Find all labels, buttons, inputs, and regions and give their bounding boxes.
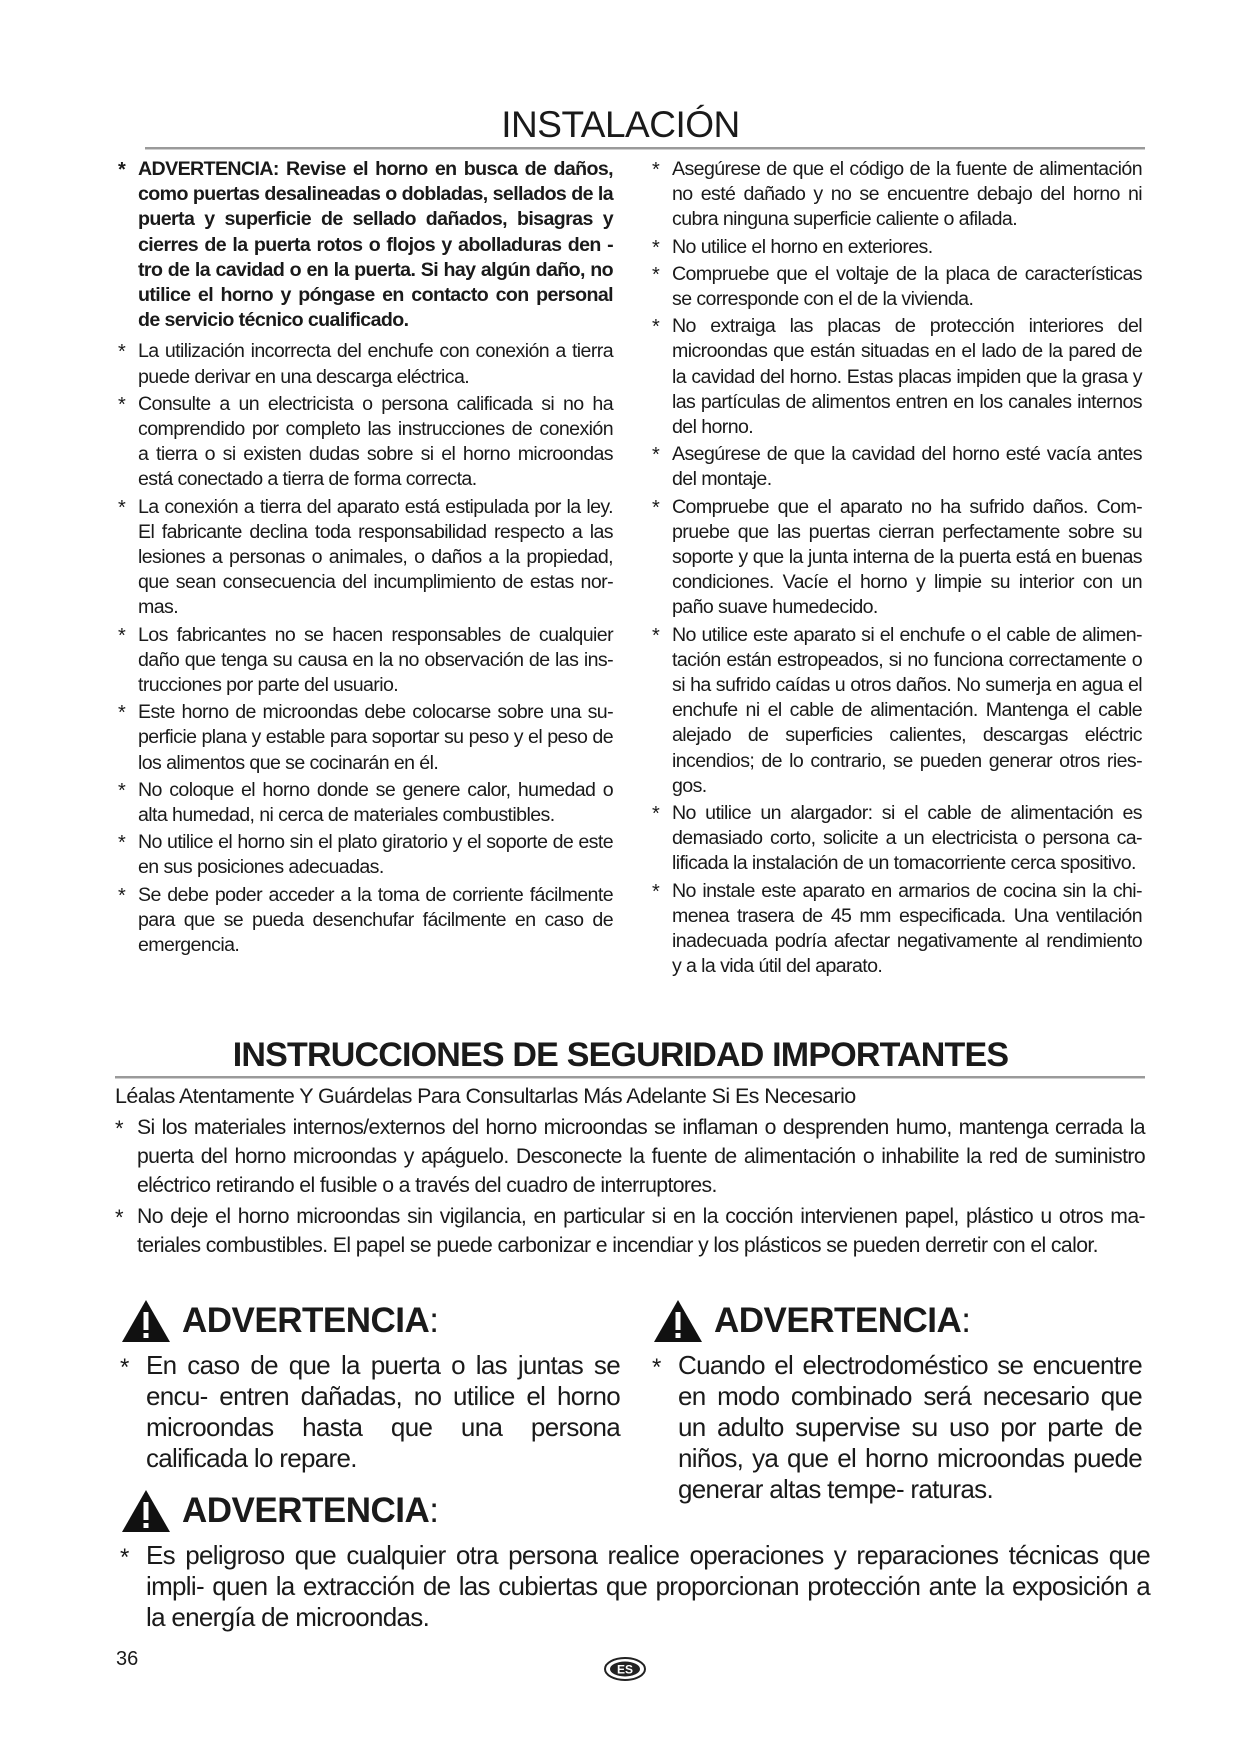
list-item: * Si los materiales internos/externos del horno microondas se inflaman o desprenden humo, mantenga cerrada la puerta del horno microondas y apáguelo. Desconecte la fuente de alimentación o inhabilite la red de suministro eléctrico retirando el fusible o a través del cuadro de interruptores. xyxy=(115,1113,1145,1200)
list-item: * Asegúrese de que la cavidad del horno esté vacía antes del montaje. xyxy=(652,442,1142,492)
language-badge-icon xyxy=(603,1656,647,1682)
language-code: ES xyxy=(616,1662,634,1677)
warning-title: ADVERTENCIA: xyxy=(714,1301,971,1340)
safety-divider xyxy=(115,1076,1145,1079)
list-item: * No utilice el horno en exteriores. xyxy=(652,235,1142,260)
list-item: * La utilización incorrecta del enchufe con conexión a tierra puede derivar en una descarga eléctrica. xyxy=(118,339,613,389)
list-item: * No extraiga las placas de protección interiores del microondas que están situadas en el lado de la pared de la cavidad del horno. Estas placas impiden que la grasa y las partículas de alimentos entren en los canales internos del horno. xyxy=(652,314,1142,440)
list-item: * Los fabricantes no se hacen responsables de cualquier daño que tenga su causa en la no observación de las ins- trucciones por parte del usuario. xyxy=(118,623,613,699)
safety-section xyxy=(115,1084,1145,1262)
warning-triangle-icon xyxy=(652,1298,704,1344)
safety-subtitle: Léalas Atentamente Y Guárdelas Para Consultarlas Más Adelante Si Es Necesario xyxy=(115,1084,856,1108)
warning-title: ADVERTENCIA: xyxy=(182,1301,439,1340)
warning-block xyxy=(652,1298,1142,1507)
warning-text: * En caso de que la puerta o las juntas se encu- entren dañadas, no utilice el horno microondas hasta que una persona calificada lo repare. xyxy=(120,1350,620,1474)
list-item: * No utilice el horno sin el plato giratorio y el soporte de este en sus posiciones adecuadas. xyxy=(118,830,613,880)
list-item: * No coloque el horno donde se genere calor, humedad o alta humedad, ni cerca de materiales combustibles. xyxy=(118,778,613,828)
warning-block xyxy=(120,1298,620,1476)
list-item: * No instale este aparato en armarios de cocina sin la chi- menea trasera de 45 mm especificada. Una ventilación inadecuada podría afectar negativamente al rendimiento y a la vida útil del aparato. xyxy=(652,879,1142,980)
list-item: * ADVERTENCIA: Revise el horno en busca de daños, como puertas desalineadas o dobladas, sellados de la puerta y superficie de sellado dañados, bisagras y cierres de la puerta rotos o flojos y abolladuras den - tro de la cavidad o en la puerta. Si hay algún daño, no utilice el horno y póngase en contacto con personal de servicio técnico cualificado. xyxy=(118,157,613,333)
installation-left-column xyxy=(118,157,613,960)
list-item: * No utilice un alargador: si el cable de alimentación es demasiado corto, solicite a un electricista o persona ca- lificada la instalación de un tomacorriente cerca spositivo. xyxy=(652,801,1142,877)
list-item: * Consulte a un electricista o persona calificada si no ha comprendido por completo las instrucciones de conexión a tierra o si existen dudas sobre si el horno microondas está conectado a tierra de forma correcta. xyxy=(118,392,613,493)
page-number: 36 xyxy=(116,1648,139,1670)
list-item: * No deje el horno microondas sin vigilancia, en particular si en la cocción intervienen papel, plástico u otros ma- teriales combustibles. El papel se puede carbonizar e incendiar y los plásticos se pueden derretir con el calor. xyxy=(115,1202,1145,1260)
warning-triangle-icon xyxy=(120,1298,172,1344)
installation-title: INSTALACIÓN xyxy=(501,104,740,145)
warning-text: * Es peligroso que cualquier otra persona realice operaciones y reparaciones técnicas que impli- quen la extracción de las cubiertas que proporcionan protección ante la exposición a la energía de microondas. xyxy=(120,1540,1150,1633)
list-item: * Compruebe que el aparato no ha sufrido daños. Com- pruebe que las puertas cierran perfectamente sobre su soporte y que la junta interna de la puerta está en buenas condiciones. Vacíe el horno y limpie su interior con un paño suave humedecido. xyxy=(652,495,1142,621)
list-item: * No utilice este aparato si el enchufe o el cable de alimen- tación están estropeados, si no funciona correctamente o si ha sufrido caídas u otros daños. No sumerja en agua el enchufe ni el cable de alimentación. Mantenga el cable alejado de superficies calientes, descargas eléctric incendios; de lo contrario, se pueden generar otros ries- gos. xyxy=(652,623,1142,799)
warning-triangle-icon xyxy=(120,1488,172,1534)
installation-right-column xyxy=(652,157,1142,982)
title-divider xyxy=(145,147,1145,150)
list-item: * Compruebe que el voltaje de la placa de características se corresponde con el de la vivienda. xyxy=(652,262,1142,312)
warning-title: ADVERTENCIA: xyxy=(182,1491,439,1530)
list-item: * La conexión a tierra del aparato está estipulada por la ley. El fabricante declina toda responsabilidad respecto a las lesiones a personas o animales, o daños a la propiedad, que sean consecuencia del incumplimiento de estas nor- mas. xyxy=(118,495,613,621)
warning-text: * Cuando el electrodoméstico se encuentre en modo combinado será necesario que un adulto supervise su uso por parte de niños, ya que el horno microondas puede generar altas tempe- raturas. xyxy=(652,1350,1142,1505)
list-item: * Se debe poder acceder a la toma de corriente fácilmente para que se pueda desenchufar fácilmente en caso de emergencia. xyxy=(118,883,613,959)
warning-block xyxy=(120,1488,1150,1635)
list-item: * Este horno de microondas debe colocarse sobre una su- perficie plana y estable para soportar su peso y el peso de los alimentos que se cocinarán en él. xyxy=(118,700,613,776)
list-item: * Asegúrese de que el código de la fuente de alimentación no esté dañado y no se encuentre debajo del horno ni cubra ninguna superficie caliente o afilada. xyxy=(652,157,1142,233)
safety-title: INSTRUCCIONES DE SEGURIDAD IMPORTANTES xyxy=(232,1036,1009,1074)
